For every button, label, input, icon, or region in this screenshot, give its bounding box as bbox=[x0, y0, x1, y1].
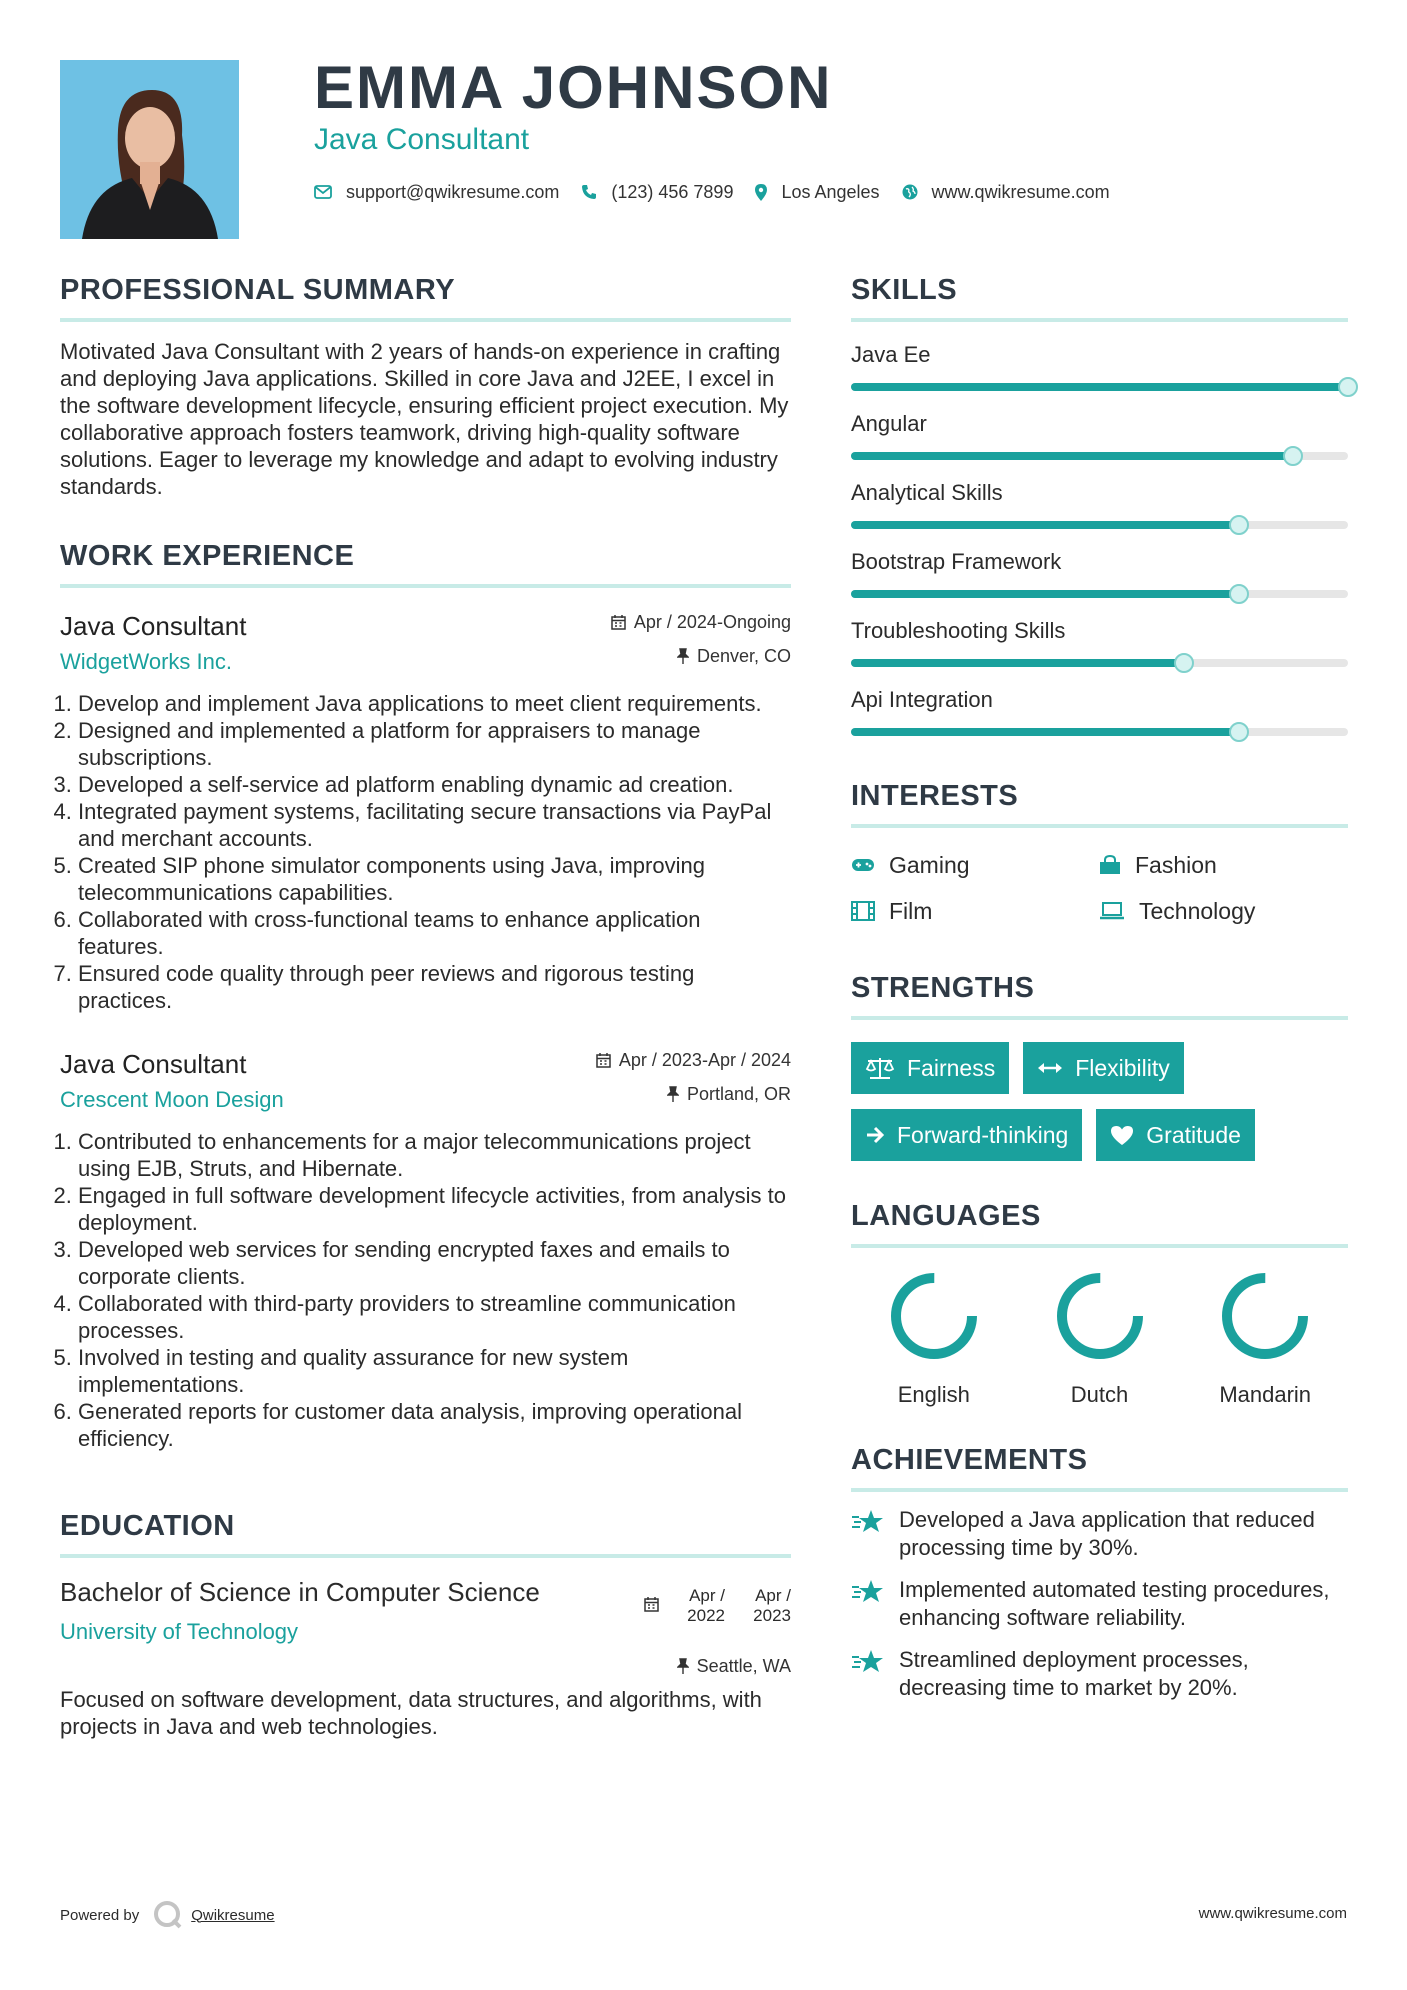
website-text: www.qwikresume.com bbox=[931, 181, 1110, 202]
job-2-dates bbox=[596, 1048, 791, 1072]
list-item: 3. Developed a self-service ad platform enabling dynamic ad creation. bbox=[78, 771, 791, 798]
achievement-text: Developed a Java application that reduced processing time by 30%. bbox=[899, 1507, 1315, 1560]
pushpin-icon bbox=[677, 648, 689, 664]
education-description: Focused on software development, data structures, and algorithms, with projects in Java and web technologies. bbox=[60, 1687, 762, 1739]
strength-label: Gratitude bbox=[1146, 1121, 1241, 1148]
film-icon bbox=[851, 901, 875, 921]
list-item: 6. Collaborated with cross-functional teams to enhance application features. bbox=[78, 906, 791, 960]
languages-list bbox=[851, 1270, 1348, 1408]
left-column bbox=[60, 272, 791, 1740]
skill-item bbox=[851, 547, 1348, 598]
language-level-ring bbox=[1219, 1270, 1311, 1362]
star-icon bbox=[851, 1508, 885, 1536]
degree-title: Bachelor of Science in Computer Science bbox=[60, 1577, 540, 1607]
skill-bar-knob bbox=[1229, 584, 1249, 604]
job-1-location-text: Denver, CO bbox=[696, 646, 791, 666]
footer-website[interactable]: www.qwikresume.com bbox=[1198, 1905, 1347, 1922]
education-end: Apr / 2023 bbox=[753, 1586, 791, 1625]
skill-item bbox=[851, 409, 1348, 460]
skill-bar-fill bbox=[851, 659, 1184, 667]
education-entry bbox=[60, 1576, 791, 1740]
strengths-heading: STRENGTHS bbox=[851, 970, 1348, 1020]
skill-bar bbox=[851, 659, 1348, 667]
skill-bar-fill bbox=[851, 452, 1293, 460]
job-1 bbox=[60, 610, 791, 1014]
pushpin-icon bbox=[667, 1086, 679, 1102]
interest-label: Film bbox=[889, 897, 933, 924]
job-1-company: WidgetWorks Inc. bbox=[60, 649, 232, 674]
job-2-location-text: Portland, OR bbox=[686, 1084, 791, 1104]
interests-grid bbox=[851, 842, 1348, 934]
list-item: 2. Designed and implemented a platform for appraisers to manage subscriptions. bbox=[78, 717, 791, 771]
school-name: University of Technology bbox=[60, 1619, 299, 1644]
skill-bar-fill bbox=[851, 521, 1239, 529]
email-text: support@qwikresume.com bbox=[346, 181, 560, 202]
job-1-location bbox=[611, 644, 791, 668]
job-1-dates-text: Apr / 2024-Ongoing bbox=[633, 612, 791, 632]
contact-website[interactable] bbox=[902, 182, 1110, 203]
envelope-icon bbox=[314, 185, 332, 199]
interest-gaming bbox=[851, 842, 1099, 888]
calendar-icon bbox=[611, 614, 626, 630]
interest-label: Fashion bbox=[1135, 851, 1217, 878]
achievement-item bbox=[851, 1506, 1348, 1562]
job-1-title: Java Consultant bbox=[60, 611, 247, 641]
contact-phone[interactable] bbox=[581, 182, 733, 203]
globe-icon bbox=[902, 184, 918, 200]
summary-text: Motivated Java Consultant with 2 years of hands-on experience in crafting and deploying Java applications. Skilled in core Java and J2EE, I excel in the software development lifecycle, ensuring efficient project execution. My collaborative approach fosters teamwork, driving high-quality software solutions. Eager to leverage my knowledge and adapt to evolving industry standards. bbox=[60, 339, 789, 499]
right-column bbox=[851, 272, 1348, 1702]
arrows-horizontal-icon bbox=[1037, 1061, 1063, 1075]
skill-name: Java Ee bbox=[851, 342, 931, 367]
pushpin-icon bbox=[677, 1658, 689, 1674]
arrow-right-icon bbox=[865, 1125, 885, 1145]
experience-heading: WORK EXPERIENCE bbox=[60, 538, 791, 588]
education-dates bbox=[644, 1586, 791, 1626]
job-2-company: Crescent Moon Design bbox=[60, 1087, 284, 1112]
skill-name: Analytical Skills bbox=[851, 480, 1003, 505]
interest-label: Gaming bbox=[889, 851, 970, 878]
interest-film bbox=[851, 888, 1099, 934]
phone-text: (123) 456 7899 bbox=[611, 181, 734, 202]
education-heading: EDUCATION bbox=[60, 1508, 791, 1558]
achievement-item bbox=[851, 1576, 1348, 1632]
qwikresume-logo-icon bbox=[153, 1900, 183, 1930]
skill-bar-knob bbox=[1283, 446, 1303, 466]
skill-bar bbox=[851, 728, 1348, 736]
star-icon bbox=[851, 1578, 885, 1606]
contact-location bbox=[755, 182, 879, 203]
achievement-text: Streamlined deployment processes, decreasing time to market by 20%. bbox=[899, 1647, 1249, 1700]
footer-branding bbox=[60, 1900, 275, 1930]
shopping-bag-icon bbox=[1099, 855, 1121, 875]
interests-heading: INTERESTS bbox=[851, 778, 1348, 828]
language-item bbox=[851, 1270, 1017, 1408]
heart-icon bbox=[1110, 1125, 1134, 1146]
skill-bar bbox=[851, 452, 1348, 460]
language-level-ring bbox=[888, 1270, 980, 1362]
strength-gratitude bbox=[1096, 1109, 1255, 1161]
achievement-text: Implemented automated testing procedures, enhancing software reliability. bbox=[899, 1577, 1330, 1630]
star-icon bbox=[851, 1648, 885, 1676]
skill-bar-knob bbox=[1174, 653, 1194, 673]
job-1-bullets bbox=[60, 690, 791, 1014]
skill-bar bbox=[851, 590, 1348, 598]
skill-bar bbox=[851, 521, 1348, 529]
skill-bar-fill bbox=[851, 383, 1348, 391]
phone-icon bbox=[581, 184, 597, 200]
powered-by-text: Powered by bbox=[60, 1906, 140, 1924]
map-pin-icon bbox=[755, 184, 767, 201]
list-item: 6. Generated reports for customer data analysis, improving operational efficiency. bbox=[78, 1398, 791, 1452]
summary-heading: PROFESSIONAL SUMMARY bbox=[60, 272, 791, 322]
skill-name: Api Integration bbox=[851, 687, 993, 712]
language-name: Dutch bbox=[1070, 1382, 1129, 1407]
strengths-tags bbox=[851, 1042, 1348, 1176]
list-item: 3. Developed web services for sending encrypted faxes and emails to corporate clients. bbox=[78, 1236, 791, 1290]
skill-bar-knob bbox=[1338, 377, 1358, 397]
skill-bar bbox=[851, 383, 1348, 391]
skill-bar-fill bbox=[851, 728, 1239, 736]
person-illustration bbox=[60, 60, 239, 239]
skill-item bbox=[851, 616, 1348, 667]
skill-bar-fill bbox=[851, 590, 1239, 598]
list-item: 7. Ensured code quality through peer reviews and rigorous testing practices. bbox=[78, 960, 791, 1014]
skill-item bbox=[851, 340, 1348, 391]
calendar-icon bbox=[596, 1052, 611, 1068]
language-level-ring bbox=[1054, 1270, 1146, 1362]
language-name: English bbox=[897, 1382, 970, 1407]
job-2-dates-text: Apr / 2023-Apr / 2024 bbox=[618, 1050, 791, 1070]
skill-bar-knob bbox=[1229, 722, 1249, 742]
contact-email[interactable] bbox=[314, 182, 559, 203]
skills-list bbox=[851, 340, 1348, 736]
list-item: 4. Collaborated with third-party providers to streamline communication processes. bbox=[78, 1290, 791, 1344]
interest-label: Technology bbox=[1139, 897, 1256, 924]
list-item: 5. Created SIP phone simulator components using Java, improving telecommunications capabilities. bbox=[78, 852, 791, 906]
language-item bbox=[1017, 1270, 1183, 1408]
language-item bbox=[1182, 1270, 1348, 1408]
job-2-title: Java Consultant bbox=[60, 1049, 247, 1079]
list-item: 5. Involved in testing and quality assurance for new system implementations. bbox=[78, 1344, 791, 1398]
profile-photo bbox=[60, 60, 239, 239]
job-1-dates bbox=[611, 610, 791, 634]
strength-label: Fairness bbox=[907, 1054, 996, 1081]
strength-label: Flexibility bbox=[1075, 1054, 1170, 1081]
strength-label: Forward-thinking bbox=[897, 1121, 1069, 1148]
job-2-bullets bbox=[60, 1128, 791, 1452]
education-start: Apr / 2022 bbox=[687, 1586, 725, 1625]
achievement-item bbox=[851, 1646, 1348, 1702]
scale-icon bbox=[865, 1056, 895, 1080]
skill-item bbox=[851, 478, 1348, 529]
list-item: 1. Develop and implement Java applications to meet client requirements. bbox=[78, 690, 791, 717]
list-item: 4. Integrated payment systems, facilitating secure transactions via PayPal and merchant accounts. bbox=[78, 798, 791, 852]
languages-heading: LANGUAGES bbox=[851, 1198, 1348, 1248]
interest-fashion bbox=[1099, 842, 1347, 888]
interest-technology bbox=[1099, 888, 1347, 934]
contact-bar bbox=[314, 178, 1132, 206]
calendar-icon bbox=[644, 1596, 659, 1612]
skill-name: Bootstrap Framework bbox=[851, 549, 1062, 574]
brand-link[interactable]: Qwikresume bbox=[191, 1906, 275, 1924]
education-location bbox=[644, 1654, 791, 1678]
skill-name: Troubleshooting Skills bbox=[851, 618, 1066, 643]
strength-forward-thinking bbox=[851, 1109, 1082, 1161]
candidate-name: EMMA JOHNSON bbox=[314, 54, 833, 121]
laptop-icon bbox=[1099, 902, 1125, 920]
job-2-location bbox=[596, 1082, 791, 1106]
strength-flexibility bbox=[1023, 1042, 1184, 1094]
list-item: 2. Engaged in full software development lifecycle activities, from analysis to deployment. bbox=[78, 1182, 791, 1236]
list-item: 1. Contributed to enhancements for a major telecommunications project using EJB, Struts, and Hibernate. bbox=[78, 1128, 791, 1182]
location-text: Los Angeles bbox=[781, 181, 880, 202]
strength-fairness bbox=[851, 1042, 1009, 1094]
achievements-heading: ACHIEVEMENTS bbox=[851, 1442, 1348, 1492]
gamepad-icon bbox=[851, 857, 875, 873]
achievements-list bbox=[851, 1506, 1348, 1702]
language-name: Mandarin bbox=[1219, 1382, 1312, 1407]
education-location-text: Seattle, WA bbox=[696, 1656, 791, 1676]
skill-item bbox=[851, 685, 1348, 736]
skill-name: Angular bbox=[851, 411, 927, 436]
skills-heading: SKILLS bbox=[851, 272, 1348, 322]
job-title: Java Consultant bbox=[314, 123, 530, 156]
skill-bar-knob bbox=[1229, 515, 1249, 535]
job-2 bbox=[60, 1048, 791, 1452]
